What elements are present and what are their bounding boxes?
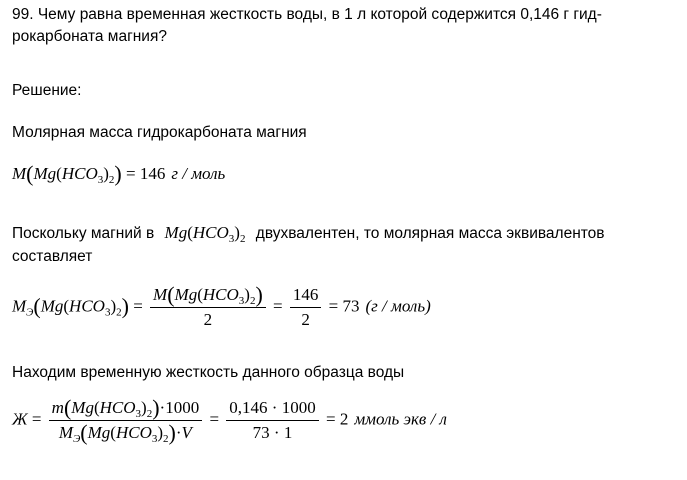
eq2-fraction-1: $\frac{M(Mg(HCO_3)_2)}{2}$ — [150, 285, 266, 330]
eq2-unit: (г / моль) — [365, 296, 431, 316]
equiv-text-line2: составляет — [12, 248, 93, 265]
problem-statement: 99. Чему равна временная жесткость воды, в 1 л которой содержится 0,146 г гид-рокарбоната магния? — [12, 6, 602, 45]
eq3-lhs: Ж — [12, 409, 28, 429]
eq3-fraction-1: $\frac{m(Mg(HCO_3)_2)\cdot 1000}{M_Э(Mg(HCO_3)_2)\cdot V}$ — [49, 398, 203, 443]
hardness-text: Находим временную жесткость данного образца воды — [12, 364, 405, 381]
equation-equivalent-mass: $M_Э(Mg(HCO_3)_2)$ = $\frac{M(Mg(HCO_3)_2)}{2}$ = $\frac{146}{2}$ = 73 (г / моль) — [12, 282, 431, 329]
eq3-unit: ммоль экв / л — [354, 409, 447, 429]
equation-hardness: Ж = $\frac{m(Mg(HCO_3)_2)\cdot 1000}{M_Э(Mg(HCO_3)_2)\cdot V}$ = $\frac{0,146 \cdot 1000}{73 \cdot 1}$ = 2 ммоль экв / л — [12, 395, 447, 445]
equiv-text-before: Поскольку магний в — [12, 225, 155, 242]
eq1-unit: г / моль — [171, 164, 226, 183]
solution-label: Решение: — [12, 82, 82, 99]
eq2-fraction-2: $\frac{146}{2}$ — [290, 285, 322, 330]
eq2-result: 73 — [342, 296, 360, 316]
equiv-text-line1 — [12, 222, 605, 245]
equation-molar-mass: $M(Mg(HCO_3)_2) = 146$ г / моль — [12, 161, 226, 186]
molar-mass-text: Молярная масса гидрокарбоната магния — [12, 124, 307, 141]
equiv-text-after: двухвалентен, то молярная масса эквивалентов — [255, 225, 605, 242]
eq1-value: 146 — [139, 164, 166, 183]
eq3-result: 2 — [339, 409, 349, 429]
inline-formula: $Mg(HCO_3)_2$ — [164, 223, 246, 245]
eq3-fraction-2: $\frac{0,146 \cdot 1000}{73 \cdot 1}$ — [226, 398, 318, 443]
